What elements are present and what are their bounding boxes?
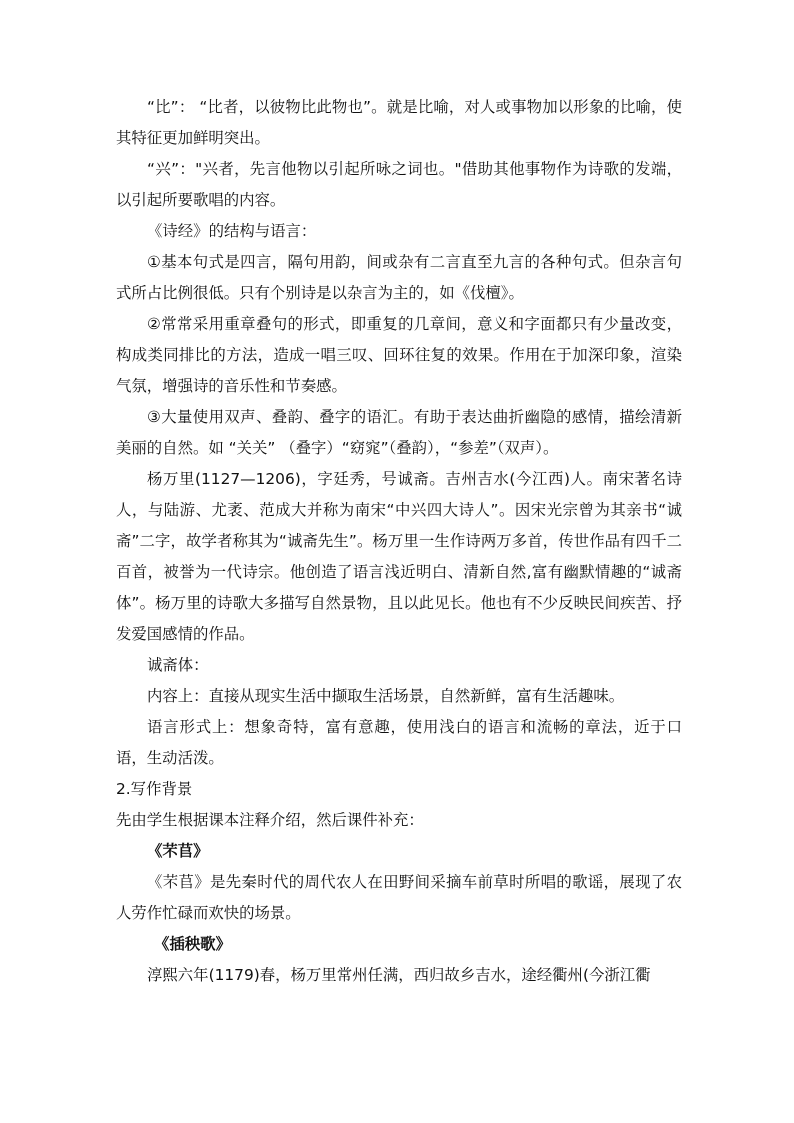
structure-item-1: ①基本句式是四言，隔句用韵，间或杂有二言直至九言的各种句式。但杂言句式所占比例很低。只有个别诗是以杂言为主的，如《伐檀》。	[116, 253, 682, 302]
fuyi-background: 《芣苢》是先秦时代的周代农人在田野间采摘车前草时所唱的歌谣，展现了农人劳作忙碌而欢快的场景。	[116, 873, 682, 922]
section-2-intro: 先由学生根据课本注释介绍，然后课件补充：	[116, 811, 424, 829]
chengzhai-content: 内容上：直接从现实生活中撷取生活场景，自然新鲜，富有生活趣味。	[147, 687, 625, 705]
title-fuyi: 《芣苢》	[147, 842, 209, 860]
paragraph-xing: “兴”："兴者，先言他物以引起所咏之词也。"借助其他事物作为诗歌的发端，以引起所要歌唱的内容。	[116, 160, 682, 209]
chayang-background: 淳熙六年(1179)春，杨万里常州任满，西归故乡吉水，途经衢州(今浙江衢	[147, 966, 651, 984]
yang-wanli-bio: 杨万里(1127—1206)，字廷秀，号诚斋。吉州吉水(今江西)人。南宋著名诗人，与陆游、尤袤、范成大并称为南宋“中兴四大诗人”。因宋光宗曾为其亲书“诚斋”二字，故学者称其为“诚斋先生”。杨万里一生作诗两万多首，传世作品有四千二百首，被誉为一代诗宗。他创造了语言浅近明白、清新自然,富有幽默情趣的“诚斋体”。杨万里的诗歌大多描写自然景物，且以此见长。他也有不少反映民间疾苦、抒发爱国感情的作品。	[116, 470, 682, 643]
document-page	[116, 92, 682, 991]
structure-item-2: ②常常采用重章叠句的形式，即重复的几章间，意义和字面都只有少量改变，构成类同排比的方法，造成一唱三叹、回环往复的效果。作用在于加深印象，渲染气氛，增强诗的音乐性和节奏感。	[116, 315, 682, 395]
title-chayang: 《插秧歌》	[154, 935, 231, 953]
section-2-heading: 2.写作背景	[116, 780, 193, 798]
paragraph-bi: “比”： “比者，以彼物比此物也”。就是比喻，对人或事物加以形象的比喻，使其特征更加鲜明突出。	[116, 98, 682, 147]
chengzhai-language: 语言形式上：想象奇特，富有意趣，使用浅白的语言和流畅的章法，近于口语，生动活泼。	[116, 718, 682, 767]
structure-item-3: ③大量使用双声、叠韵、叠字的语汇。有助于表达曲折幽隐的感情，描绘清新美丽的自然。如 “关关” （叠字）“窈窕”（叠韵），“参差”（双声）。	[116, 408, 682, 457]
chengzhai-heading: 诚斋体：	[147, 656, 209, 674]
structure-heading: 《诗经》的结构与语言：	[147, 222, 317, 240]
